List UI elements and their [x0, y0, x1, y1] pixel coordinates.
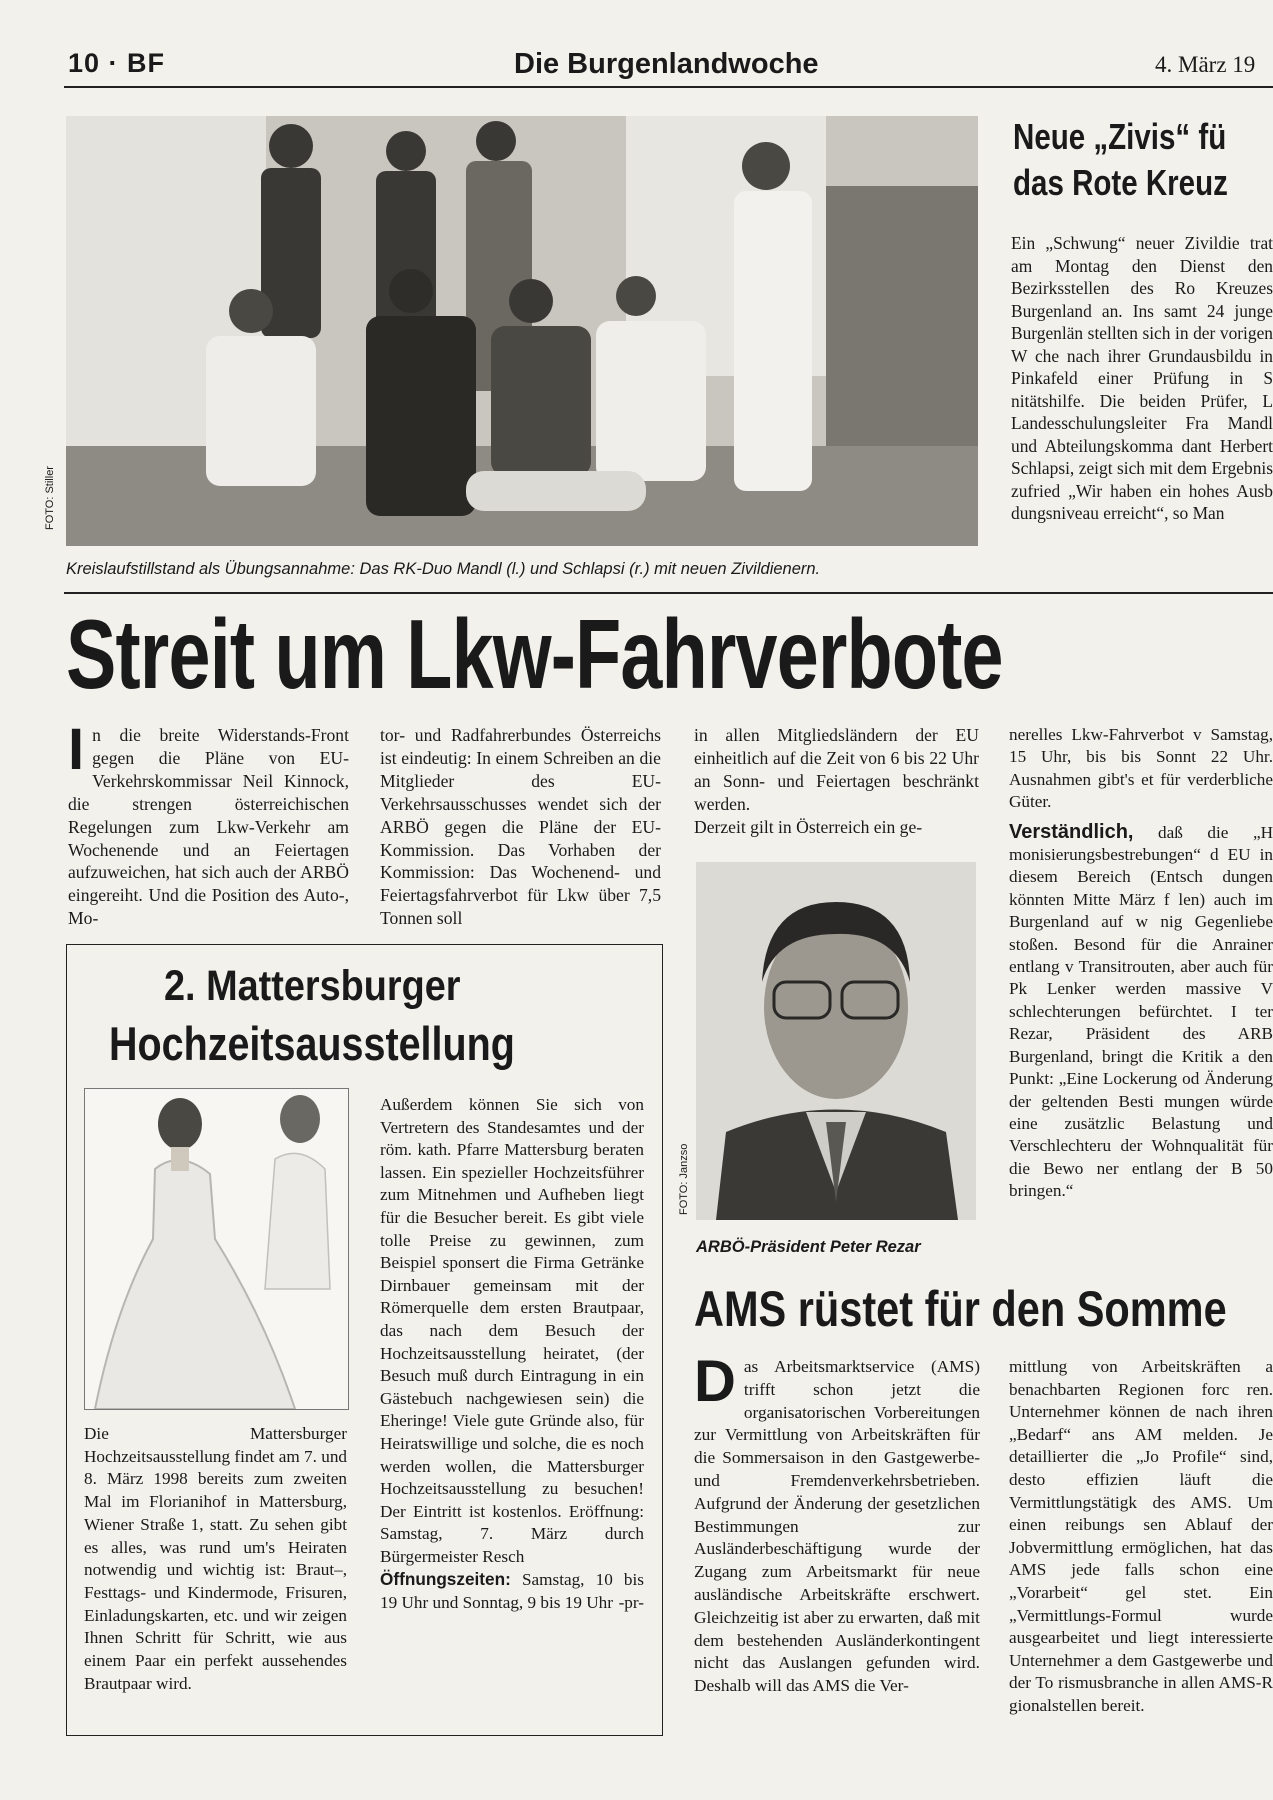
ams-dropcap: D	[694, 1356, 736, 1414]
ams-col1-text: as Arbeitsmarktservice (AMS) trifft schon jetzt die organisatorischen Vorbereitungen zur Vermittlung von Arbeitskräften für die Sommersaison in den Gastgewerbe- und Fremdenverkehrsbetrieben. Aufgrund der Änderung der gesetzlichen Bestimmungen zur Ausländerbeschäftigung wurde der Zugang zum Arbeitsmarkt für neue ausländische Arbeitskräfte erschwert. Gleichzeitig ist aber zu erwarten, daß mit dem bestehenden Ausländerkontingent nicht das Auslangen gefunden wird. Deshalb will das AMS die Ver-	[694, 1357, 980, 1696]
ams-headline: AMS rüstet für den Somme	[694, 1281, 1227, 1337]
zivis-headline-line2: das Rote Kreuz	[1013, 162, 1228, 203]
issue-date: 4. März 19	[1155, 52, 1256, 77]
hochzeit-col1: Die Mattersburger Hochzeitsausstellung findet am 7. und 8. März 1998 bereits zum zweiten Mal im Florianihof in Mattersburg, Wiener Straße 1, statt. Zu sehen gibt es alles, was rund um's Heiraten notwendig und wichtig ist: Braut–, Festtags- und Kindermode, Frisuren, Einladungskarten, etc. und wir zeigen Ihnen Schritt für Schritt, wie aus einem Paar ein perfekt aussehendes Brautpaar wird.	[84, 1424, 347, 1693]
lkw-headline: Streit um Lkw-Fahrverbote	[66, 599, 1003, 709]
lkw-col4	[1009, 724, 1273, 1261]
photo-credit: FOTO: Stiller	[44, 466, 56, 530]
bridal-illustration	[85, 1089, 348, 1409]
hochzeit-col2-text: Außerdem können Sie sich von Vertretern des Standesamtes und der röm. kath. Pfarre Mattersburg beraten lassen. Ein spezieller Hochzeitsführer zum Mitnehmen und Aufheben liegt für die Besucher bereit. Es gibt viele tolle Preise zu gewinnen, zum Beispiel sponsert die Firma Getränke Dirnbauer gemeinsam mit der Römerquelle dem ersten Brautpaar, das nach dem Besuch der Hochzeitsausstellung heiratet, (der Besuch muß durch Eintragung in ein Gästebuch nachgewiesen sein) die Eheringe! Viele gute Gründe also, für Heiratswillige und solche, die es noch werden wollen, die Mattersburger Hochzeitsausstellung zu besuchen! Der Eintritt ist kostenlos. Eröffnung: Samstag, 7. März durch Bürgermeister Resch	[380, 1095, 644, 1566]
lkw-col2: tor- und Radfahrerbundes Österreichs ist eindeutig: In einem Schreiben an die Mitglieder des EU-Verkehrsausschusses wendet sich der ARBÖ gegen die Pläne der EU-Kommission. Das Vorhaben der Kommission: Das Wochenend- und Feiertagsfahrverbot für Lkw über 7,5 Tonnen soll	[380, 725, 661, 929]
zivis-text: Ein „Schwung“ neuer Zivildie trat am Montag den Dienst den Bezirksstellen des Ro Kreuzes Burgenland an. Ins samt 24 junge Burgenlän stellten sich in der vorigen W che nach ihrer Grundausbildu in Pinkafeld einer Prüfung in S nitätshilfe. Die beiden Prüfer, L Landesschulungsleiter Fra Mandl und Abteilungskomma dant Herbert Schlapsi, zeigt sich mit dem Ergebnis zufried „Wir haben ein hohes Ausb dungsniveau erreicht“, so Man	[1011, 233, 1273, 523]
section-rule	[64, 592, 1273, 594]
lkw-col1	[68, 724, 349, 936]
zivis-headline-line1: Neue „Zivis“ fü	[1013, 116, 1227, 157]
lkw-col3-text-b: Derzeit gilt in Österreich ein ge-	[694, 816, 923, 837]
zivildiener-photo	[66, 116, 978, 546]
portrait-illustration	[696, 862, 976, 1220]
hochzeit-hours-text: Samstag, 10 bis 19 Uhr und Sonntag, 9 bis 19 Uhr	[380, 1570, 644, 1613]
page-number: 10 · BF	[68, 48, 166, 78]
portrait-caption: ARBÖ-Präsident Peter Rezar	[696, 1238, 921, 1256]
lkw-col1-text: n die breite Widerstands-Front gegen die Pläne von EU-Verkehrskommissar Neil Kinnock, die strengen österreichischen Regelungen zum Lkw-Verkehr am Wochenende und an Feiertagen aufzuweichen, hat sich auch der ARBÖ eingereiht. Und die Position des Auto-, Mo-	[68, 725, 349, 929]
photo-caption: Kreislaufstillstand als Übungsannahme: Das RK-Duo Mandl (l.) und Schlapsi (r.) mit neuen Zivildienern.	[66, 560, 821, 578]
masthead-rule	[64, 86, 1273, 88]
hochzeit-signoff: -pr-	[618, 1593, 644, 1613]
hochzeit-headline-line1: 2. Mattersburger	[164, 962, 461, 1010]
portrait-credit: FOTO: Janzso	[678, 1143, 690, 1215]
lkw-col4-text-a: nerelles Lkw-Fahrverbot v Samstag, 15 Uhr, bis bis Sonnt 22 Uhr. Ausnahmen gibt's et für verderbliche Güter.	[1009, 725, 1273, 812]
lkw-col3-text: in allen Mitgliedsländern der EU einheitlich auf die Zeit von 6 bis 22 Uhr an Sonn- und Feiertagen beschränkt werden.	[694, 725, 979, 814]
photo-illustration	[66, 116, 978, 546]
portrait-photo	[696, 862, 976, 1220]
ams-col1	[694, 1356, 980, 1736]
lkw-col4-lead: Verständlich,	[1009, 820, 1134, 843]
hochzeit-col2	[380, 1094, 644, 1724]
hochzeit-hours-label: Öffnungszeiten:	[380, 1569, 511, 1590]
hochzeit-headline-line2: Hochzeitsausstellung	[109, 1017, 515, 1070]
lkw-dropcap: I	[68, 724, 85, 782]
lkw-col4-text-b: daß die „H monisierungsbestrebungen“ d EU in diesem Bereich (Entsch dungen könnten Mitte März f len) auch im Burgenland auf w nig Gegenliebe stoßen. Besond für die Anrainer entlang v Transitrouten, aber auch für Pk Lenker werden massive V schlechterungen befürchtet. I ter Rezar, Präsident des ARB Burgenland, bringt die Kritik a den Punkt: „Eine Lockerung od Änderung der geltenden Besti mungen würde eine zusätzlic Belastung und Verschlechteru der Wohnqualität für die Bewo ner entlang der B 50 bringen.“	[1009, 822, 1273, 1201]
bridal-photo	[84, 1088, 349, 1410]
newspaper-title: Die Burgenlandwoche	[514, 48, 819, 80]
ams-col2: mittlung von Arbeitskräften a benachbarten Regionen forc ren. Unternehmer können de nach ihren „Bedarf“ ans AM melden. Je detaillierter die „Jo Profile“ sind, desto effizien läuft die Vermittlungstätigk des AMS. Um einen reibungs sen Ablauf der Jobvermittlung ermöglichen, hat das AMS jede falls schon eine „Vorarbeit“ gel stet. Ein „Vermittlungs-Formul wurde ausgearbeitet und liegt interessierte Unternehmer a dem Gastgewerbe und der To rismusbranche in allen AMS-R gionalstellen bereit.	[1009, 1357, 1273, 1715]
lkw-col3	[694, 724, 979, 839]
